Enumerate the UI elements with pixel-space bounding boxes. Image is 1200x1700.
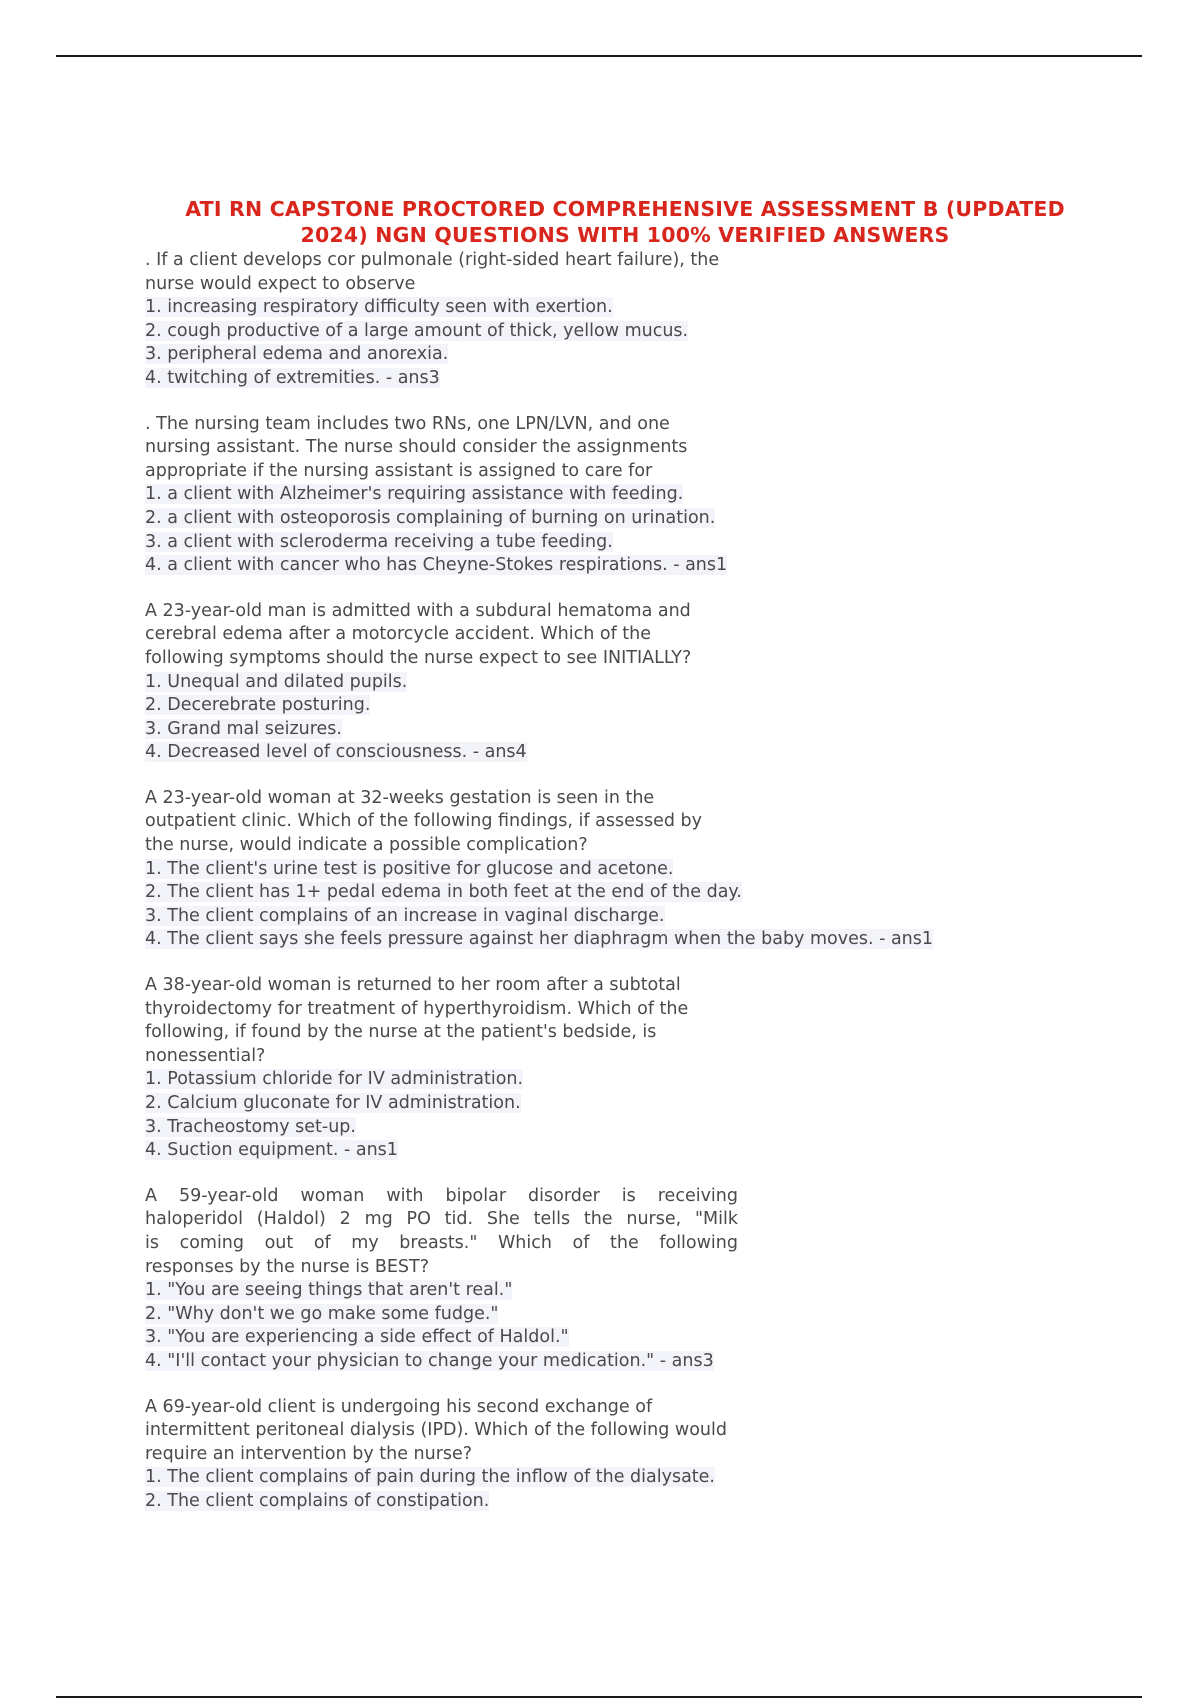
- answer-option: 1. "You are seeing things that aren't real.": [145, 1280, 513, 1301]
- question-stem-line: . The nursing team includes two RNs, one LPN/LVN, and one: [145, 413, 670, 434]
- answer-option: 4. Decreased level of consciousness. - ans4: [145, 742, 527, 763]
- footer-rule: [56, 1696, 1142, 1698]
- document-title: [145, 196, 1105, 248]
- document-body: [145, 196, 1105, 1536]
- answer-option: 3. Grand mal seizures.: [145, 718, 342, 739]
- question-stem-line: following, if found by the nurse at the patient's bedside, is: [145, 1022, 657, 1043]
- question-stem-line: nursing assistant. The nurse should consider the assignments: [145, 437, 688, 458]
- question-2: [145, 413, 1105, 578]
- answer-option: 2. a client with osteoporosis complaining of burning on urination.: [145, 507, 716, 528]
- question-stem-line: A 59-year-old woman with bipolar disorder is receiving: [145, 1185, 738, 1206]
- answer-option: 2. The client has 1+ pedal edema in both feet at the end of the day.: [145, 882, 742, 903]
- question-stem-line: intermittent peritoneal dialysis (IPD). Which of the following would: [145, 1420, 727, 1441]
- answer-option: 4. twitching of extremities. - ans3: [145, 367, 440, 388]
- answer-option: 1. increasing respiratory difficulty seen with exertion.: [145, 297, 613, 318]
- answer-option: 3. peripheral edema and anorexia.: [145, 344, 449, 365]
- question-stem-line: require an intervention by the nurse?: [145, 1443, 473, 1464]
- question-stem-line: A 23-year-old woman at 32-weeks gestation is seen in the: [145, 787, 655, 808]
- question-stem-line: the nurse, would indicate a possible complication?: [145, 835, 588, 856]
- answer-option: 3. Tracheostomy set-up.: [145, 1116, 356, 1137]
- answer-option: 1. Potassium chloride for IV administration.: [145, 1069, 524, 1090]
- answer-option: 4. The client says she feels pressure against her diaphragm when the baby moves. - ans1: [145, 929, 934, 950]
- answer-option: 2. The client complains of constipation.: [145, 1490, 490, 1511]
- question-stem-line: . If a client develops cor pulmonale (right-sided heart failure), the: [145, 250, 720, 270]
- answer-option: 3. "You are experiencing a side effect of Haldol.": [145, 1327, 569, 1348]
- question-stem-line: responses by the nurse is BEST?: [145, 1256, 429, 1277]
- answer-option: 1. a client with Alzheimer's requiring assistance with feeding.: [145, 484, 684, 505]
- question-stem-line: following symptoms should the nurse expect to see INITIALLY?: [145, 647, 692, 668]
- answer-option: 2. Decerebrate posturing.: [145, 695, 371, 716]
- question-3: [145, 600, 1105, 765]
- title-line-2: 2024) NGN QUESTIONS WITH 100% VERIFIED ANSWERS: [300, 223, 950, 247]
- question-stem-line: A 23-year-old man is admitted with a subdural hematoma and: [145, 600, 691, 621]
- question-1: [145, 249, 1105, 391]
- answer-option: 1. Unequal and dilated pupils.: [145, 671, 408, 692]
- question-6: [145, 1185, 1105, 1374]
- answer-option: 2. "Why don't we go make some fudge.": [145, 1303, 499, 1324]
- question-stem-line: outpatient clinic. Which of the following findings, if assessed by: [145, 811, 703, 832]
- header-rule: [56, 55, 1142, 57]
- answer-option: 2. Calcium gluconate for IV administration.: [145, 1093, 521, 1113]
- question-stem-line: nonessential?: [145, 1045, 266, 1066]
- answer-option: 4. Suction equipment. - ans1: [145, 1140, 398, 1161]
- answer-option: 4. "I'll contact your physician to change your medication." - ans3: [145, 1350, 714, 1371]
- question-5: [145, 974, 1105, 1163]
- question-stem-line: thyroidectomy for treatment of hyperthyroidism. Which of the: [145, 998, 689, 1019]
- title-line-1: ATI RN CAPSTONE PROCTORED COMPREHENSIVE ASSESSMENT B (UPDATED: [185, 197, 1065, 221]
- answer-option: 1. The client's urine test is positive for glucose and acetone.: [145, 858, 674, 879]
- question-stem-line: appropriate if the nursing assistant is assigned to care for: [145, 460, 653, 481]
- question-stem-line: A 38-year-old woman is returned to her room after a subtotal: [145, 975, 681, 996]
- answer-option: 2. cough productive of a large amount of thick, yellow mucus.: [145, 320, 689, 341]
- answer-option: 3. The client complains of an increase in vaginal discharge.: [145, 905, 665, 926]
- question-stem-line: cerebral edema after a motorcycle accident. Which of the: [145, 624, 652, 645]
- question-stem-line: A 69-year-old client is undergoing his second exchange of: [145, 1396, 653, 1417]
- question-stem-line: haloperidol (Haldol) 2 mg PO tid. She tells the nurse, "Milk: [145, 1209, 738, 1230]
- question-7: [145, 1396, 1105, 1514]
- question-stem-line: is coming out of my breasts." Which of the following: [145, 1232, 738, 1253]
- answer-option: 1. The client complains of pain during the inflow of the dialysate.: [145, 1467, 715, 1488]
- answer-option: 3. a client with scleroderma receiving a tube feeding.: [145, 531, 613, 552]
- question-4: [145, 787, 1105, 952]
- question-stem-line: nurse would expect to observe: [145, 273, 416, 294]
- answer-option: 4. a client with cancer who has Cheyne-Stokes respirations. - ans1: [145, 555, 728, 576]
